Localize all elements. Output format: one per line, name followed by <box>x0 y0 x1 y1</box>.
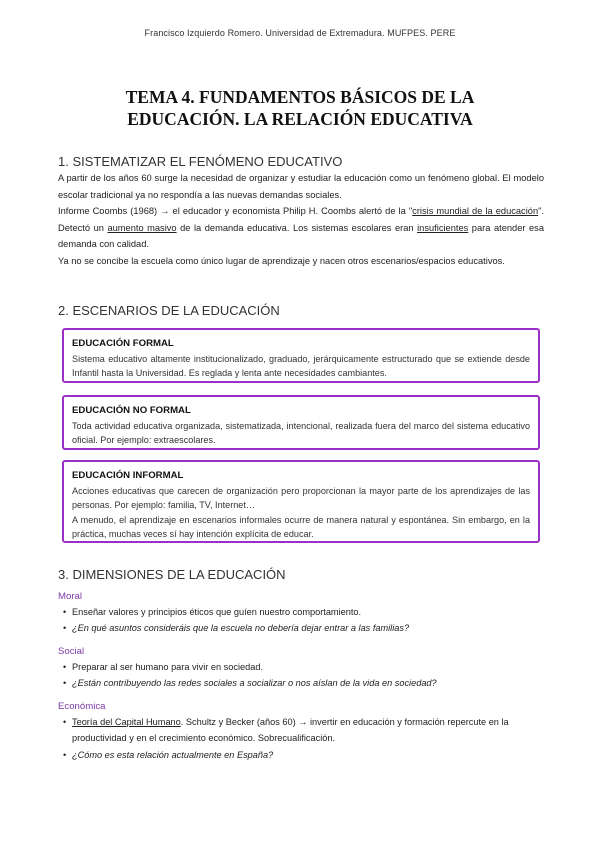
informal-education-title: EDUCACIÓN INFORMAL <box>72 470 184 481</box>
economic-label: Económica <box>58 701 106 712</box>
section-1-heading: 1. SISTEMATIZAR EL FENÓMENO EDUCATIVO <box>58 154 343 169</box>
insuficientes-link: insuficientes <box>417 222 469 233</box>
moral-label: Moral <box>58 591 82 602</box>
social-label: Social <box>58 646 85 657</box>
informal-education-text-1: Acciones educativas que carecen de organización pero proporcionan la mayor parte de los aprendizajes de las personas. Por ejemplo: familia, TV, Internet… <box>72 485 530 511</box>
nonformal-education-title: EDUCACIÓN NO FORMAL <box>72 405 191 416</box>
list-item: • ¿Cómo es esta relación actualmente en España? <box>58 747 544 763</box>
social-list <box>58 659 544 692</box>
section-1-paragraph-1: A partir de los años 60 surge la necesidad de organizar y estudiar la educación como un fenómeno global. El modelo escolar tradicional ya no respondía a las nuevas demandas sociales. <box>58 173 544 200</box>
informal-education-box <box>62 460 540 543</box>
document-title <box>60 86 540 130</box>
page-header: Francisco Izquierdo Romero. Universidad de Extremadura. MUFPES. PERE <box>144 28 456 38</box>
section-3-heading: 3. DIMENSIONES DE LA EDUCACIÓN <box>58 567 286 582</box>
coombs-text-d: para atender esa demanda con calidad. <box>58 222 544 250</box>
section-1-body <box>58 170 544 270</box>
coombs-text-a: Informe Coombs (1968) → el educador y economista Philip H. Coombs alertó de la " <box>58 206 413 217</box>
economic-list <box>58 714 544 763</box>
coombs-text-c: de la demanda educativa. Los sistemas escolares eran <box>176 222 418 233</box>
section-1-paragraph-3: Ya no se concibe la escuela como único lugar de aprendizaje y nacen otros escenarios/espacios educativos. <box>58 255 505 266</box>
crisis-link: crisis mundial de la educación <box>412 206 539 217</box>
formal-education-title: EDUCACIÓN FORMAL <box>72 338 174 349</box>
formal-education-box <box>62 328 540 383</box>
nonformal-education-text: Toda actividad educativa organizada, sistematizada, intencional, realizada fuera del marco del sistema educativo oficial. Por ejemplo: extraescolares. <box>72 420 530 446</box>
human-capital-link: Teoría del Capital Humano <box>72 717 181 727</box>
title-line-1: TEMA 4. FUNDAMENTOS BÁSICOS DE LA <box>125 87 475 107</box>
list-item: • ¿En qué asuntos consideráis que la escuela no debería dejar entrar a las familias? <box>58 620 544 636</box>
list-item: • Enseñar valores y principios éticos que guíen nuestro comportamiento. <box>58 604 544 620</box>
formal-education-text: Sistema educativo altamente institucionalizado, graduado, jerárquicamente estructurado que se extiende desde Infantil hasta la Universidad. Es reglada y lenta ante necesidades cambiantes. <box>72 353 530 379</box>
coombs-text-b: ". Detectó un <box>58 206 545 233</box>
human-capital-text: . Schultz y Becker (años 60) → invertir en educación y formación repercute en la productividad y en el crecimiento económico. Sobrecualificación. <box>72 717 509 744</box>
title-line-2: EDUCACIÓN. LA RELACIÓN EDUCATIVA <box>127 109 473 129</box>
list-item: • Preparar al ser humano para vivir en sociedad. <box>58 659 544 675</box>
moral-list <box>58 604 544 637</box>
aumento-link: aumento masivo <box>107 222 177 233</box>
informal-education-text-2: A menudo, el aprendizaje en escenarios informales ocurre de manera natural y espontánea. Sin embargo, en la práctica, muchas veces sí hay intención explícita de educar. <box>72 514 530 540</box>
section-2-heading: 2. ESCENARIOS DE LA EDUCACIÓN <box>58 303 280 318</box>
list-item <box>58 714 544 747</box>
nonformal-education-box <box>62 395 540 450</box>
list-item: • ¿Están contribuyendo las redes sociales a socializar o nos aíslan de la vida en sociedad? <box>58 675 544 691</box>
section-1-paragraph-2 <box>58 203 544 253</box>
